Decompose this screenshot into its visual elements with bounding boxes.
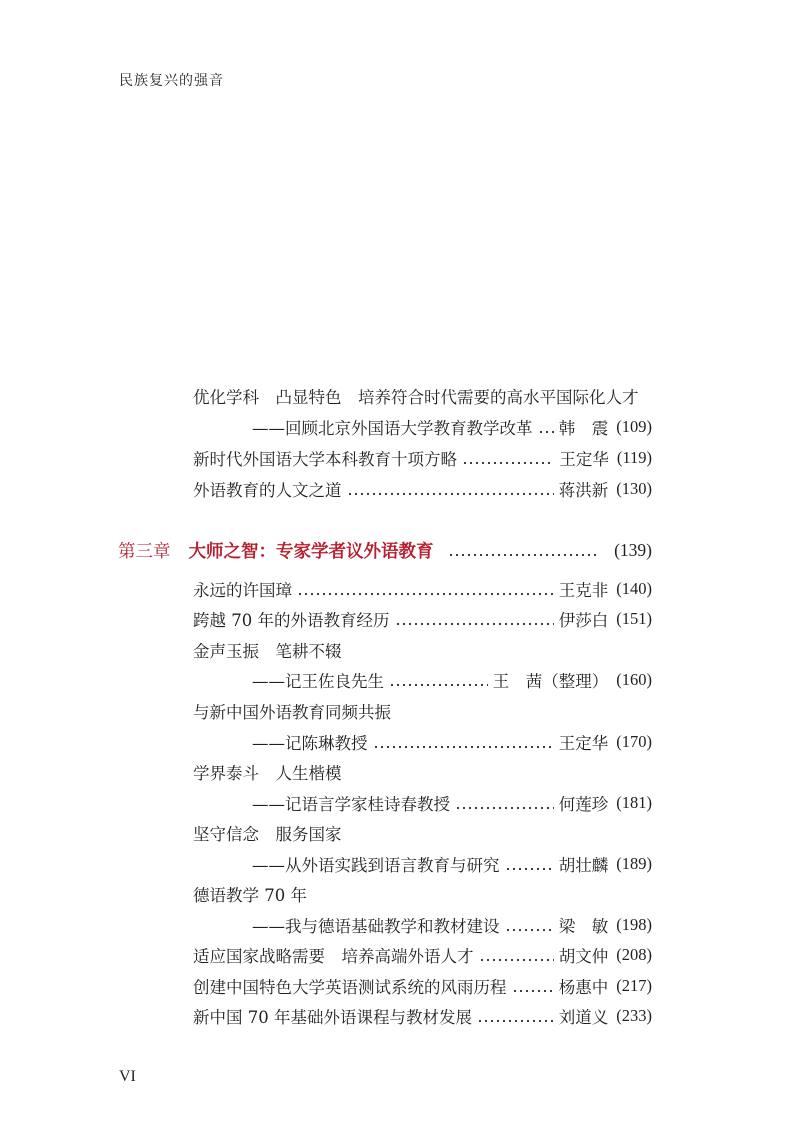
toc-entry	[193, 477, 652, 501]
toc-entry-subtitle	[252, 913, 652, 937]
toc-entry	[193, 607, 652, 631]
dot-leader	[477, 1020, 554, 1022]
entry-subtitle: ——记王佐良先生	[252, 672, 384, 691]
toc-entry	[193, 974, 652, 998]
entry-author: 王 茜（整理）	[492, 672, 609, 691]
entry-page: (198)	[616, 915, 652, 934]
entry-author: 胡壮麟	[558, 856, 609, 875]
entry-title: 优化学科 凸显特色 培养符合时代需要的高水平国际化人才	[193, 388, 639, 407]
entry-title: 德语教学 70 年	[193, 886, 307, 905]
entry-page: (160)	[616, 670, 652, 689]
dot-leader	[462, 462, 554, 464]
entry-title: 创建中国特色大学英语测试系统的风雨历程	[193, 978, 507, 997]
entry-title: 新中国 70 年基础外语课程与教材发展	[193, 1008, 472, 1027]
entry-page: (119)	[616, 448, 652, 467]
toc-entry-subtitle	[252, 730, 652, 754]
entry-page: (233)	[616, 1006, 652, 1025]
entry-page: (170)	[616, 732, 652, 751]
dot-leader	[389, 684, 488, 686]
entry-page: (189)	[616, 854, 652, 873]
toc-entry	[193, 1004, 652, 1028]
toc-entry-title	[193, 699, 391, 723]
dot-leader	[505, 868, 554, 870]
entry-author: 王定华	[558, 734, 609, 753]
entry-title: 永远的许国璋	[193, 581, 292, 600]
entry-author: 王克非	[558, 581, 609, 600]
entry-page: (181)	[616, 793, 652, 812]
entry-subtitle: ——我与德语基础教学和教材建设	[252, 917, 500, 936]
entry-author: 胡文仲	[558, 947, 609, 966]
entry-title: 跨越 70 年的外语教育经历	[193, 611, 390, 630]
dot-leader	[455, 807, 554, 809]
entry-author: 蒋洪新	[558, 481, 609, 500]
entry-author: 伊莎白	[558, 611, 609, 630]
entry-title: 金声玉振 笔耕不辍	[193, 642, 342, 661]
entry-page: (130)	[616, 479, 652, 498]
toc-entry	[193, 446, 652, 470]
entry-page: (140)	[616, 579, 652, 598]
entry-author: 梁 敏	[558, 917, 609, 936]
entry-page: (208)	[616, 945, 652, 964]
toc-entry-title	[193, 821, 342, 845]
dot-leader	[347, 493, 554, 495]
entry-title: 新时代外国语大学本科教育十项方略	[193, 450, 457, 469]
toc-entry-subtitle	[252, 852, 652, 876]
dot-leader	[448, 554, 601, 556]
dot-leader	[297, 593, 554, 595]
entry-title: 坚守信念 服务国家	[193, 825, 342, 844]
dot-leader	[512, 990, 554, 992]
toc-entry	[193, 943, 652, 967]
chapter-title: 大师之智：专家学者议外语教育	[188, 541, 434, 562]
entry-title: 适应国家战略需要 培养高端外语人才	[193, 947, 474, 966]
toc-entry	[193, 577, 652, 601]
entry-author: 何莲珍	[558, 795, 609, 814]
entry-subtitle: ——记陈琳教授	[252, 734, 368, 753]
entry-page: (217)	[616, 976, 652, 995]
chapter-page: (139)	[614, 539, 652, 560]
toc-entry-subtitle	[252, 668, 652, 692]
dot-leader	[538, 431, 554, 433]
entry-page: (109)	[616, 417, 652, 436]
entry-author: 刘道义	[558, 1008, 609, 1027]
entry-author: 韩 震	[558, 419, 609, 438]
entry-subtitle: ——回顾北京外国语大学教育教学改革	[252, 419, 533, 438]
entry-title: 与新中国外语教育同频共振	[193, 703, 391, 722]
dot-leader	[395, 623, 554, 625]
entry-author: 杨惠中	[558, 978, 609, 997]
toc-entry-subtitle	[252, 791, 652, 815]
entry-title: 学界泰斗 人生楷模	[193, 764, 342, 783]
toc-entry-title	[193, 760, 342, 784]
page-number: VI	[119, 1068, 136, 1085]
entry-author: 王定华	[559, 450, 609, 469]
dot-leader	[505, 929, 554, 931]
toc-entry-subtitle	[252, 415, 652, 439]
entry-title: 外语教育的人文之道	[193, 481, 342, 500]
entry-subtitle: ——从外语实践到语言教育与研究	[252, 856, 500, 875]
running-head: 民族复兴的强音	[119, 73, 224, 89]
toc-entry-title	[193, 882, 307, 906]
toc-entry-title	[193, 638, 342, 662]
dot-leader	[479, 959, 554, 961]
entry-subtitle: ——记语言学家桂诗春教授	[252, 795, 450, 814]
dot-leader	[373, 746, 554, 748]
toc-entry-title	[193, 384, 639, 408]
chapter-heading	[118, 538, 652, 562]
entry-page: (151)	[616, 609, 652, 628]
chapter-label: 第三章	[118, 541, 171, 562]
